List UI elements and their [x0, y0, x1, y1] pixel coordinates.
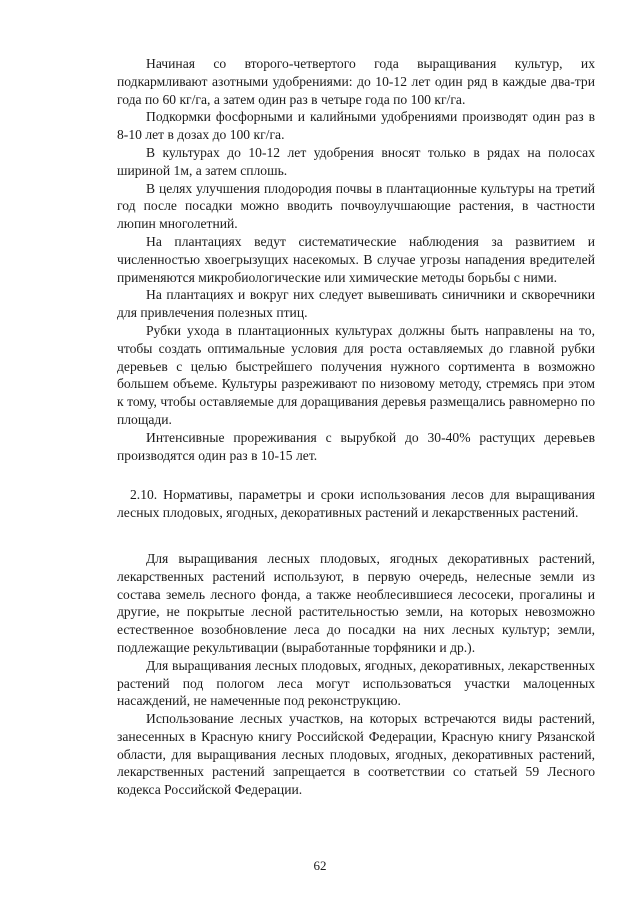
paragraph-under-canopy: Для выращивания лесных плодовых, ягодных, декоративных, лекарственных растений под пологом леса могут использоваться участки малоценных насаждений, не намеченные под реконструкцию. — [117, 657, 595, 709]
paragraph-intensive-thinning: Интенсивные прореживания с вырубкой до 30-40% растущих деревьев производятся один раз в 10-15 лет. — [117, 429, 595, 463]
section-title: Нормативы, параметры и сроки использования лесов для выращивания лесных плодовых, ягодных, декоративных растений и лекарственных растений. — [117, 487, 595, 521]
section-number: 2.10. — [130, 487, 158, 503]
paragraph-thinning-cuttings: Рубки ухода в плантационных культурах должны быть направлены на то, чтобы создать оптимальные условия для роста оставляемых до главной рубки деревьев с целью быстрейшего получения нужного сортимента в возможно большем объеме. Культуры разреживают по низовому методу, стремясь при этом к тому, чтобы оставляемые для доращивания деревья размещались равномерно по площади. — [117, 322, 595, 427]
paragraph-phosphorus-potassium: Подкормки фосфорными и калийными удобрениями производят один раз в 8-10 лет в дозах до 100 кг/га. — [117, 109, 595, 143]
section-heading — [117, 486, 595, 522]
paragraph-birdhouses: На плантациях и вокруг них следует вывешивать синичники и скворечники для привлечения полезных птиц. — [117, 287, 595, 321]
page-number: 62 — [313, 858, 327, 873]
paragraph-land-use: Для выращивания лесных плодовых, ягодных декоративных растений, лекарственных растений используют, в первую очередь, нелесные земли из состава земель лесного фонда, а также необлесившиеся лесосеки, прогалины и другие, не покрытые лесной растительностью земли, на которых невозможно естественное возобновление леса до посадки на них лесных культур; земли, подлежащие рекультивации (выработанные торфяники и др.). — [117, 550, 595, 655]
page-body — [117, 55, 595, 799]
paragraph-nitrogen-fertilizing: Начиная со второго-четвертого года выращивания культур, их подкармливают азотными удобрениями: до 10-12 лет один ряд в каждые два-три года по 60 кг/га, а затем один раз в четыре года по 100 кг/га. — [117, 56, 595, 107]
paragraph-red-book: Использование лесных участков, на которых встречаются виды растений, занесенных в Красную книгу Российской Федерации, Красную книгу Рязанской области, для выращивания лесных плодовых, ягодных, декоративных растений, лекарственных растений запрещается в соответствии со статьей 59 Лесного кодекса Российской Федерации. — [117, 711, 595, 798]
paragraph-fertilizer-rows: В культурах до 10-12 лет удобрения вносят только в рядах на полосах шириной 1м, а затем сплошь. — [117, 144, 595, 178]
paragraph-pest-monitoring: На плантациях ведут систематические наблюдения за развитием и численностью хвоегрызущих насекомых. В случае угрозы нападения вредителей применяются микробиологические или химические методы борьбы с ними. — [117, 233, 595, 285]
paragraph-soil-improvement: В целях улучшения плодородия почвы в плантационные культуры на третий год после посадки можно вводить почвоулучшающие растения, в частности люпин многолетний. — [117, 180, 595, 232]
